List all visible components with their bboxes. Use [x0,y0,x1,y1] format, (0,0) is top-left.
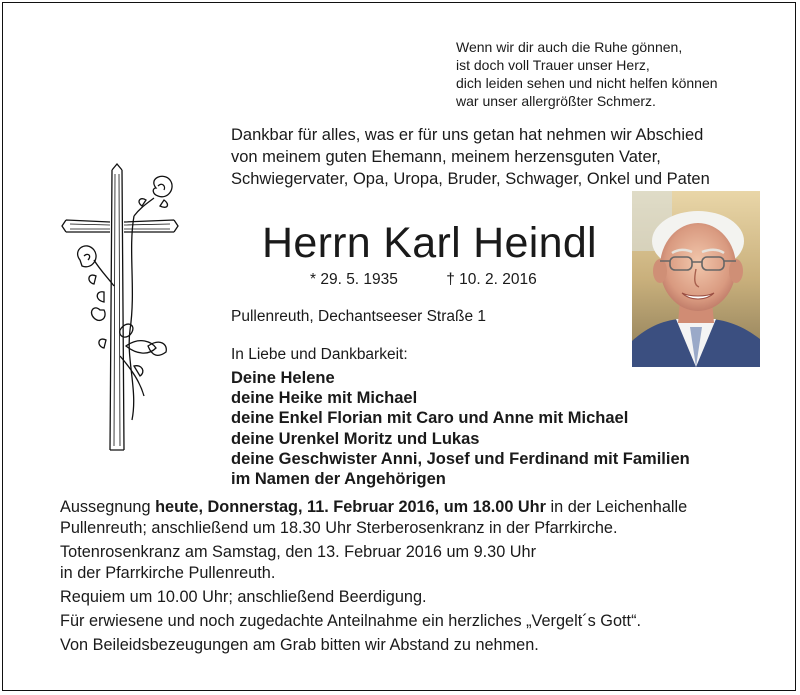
love-line: In Liebe und Dankbarkeit: [231,346,408,363]
bereaved-line: deine Urenkel Moritz und Lukas [231,429,480,448]
funeral-line-2: Pullenreuth; anschließend um 18.30 Uhr Sterberosenkranz in der Pfarrkirche. [60,519,618,537]
funeral-paragraph [60,497,790,539]
requiem-line: Requiem um 10.00 Uhr; anschließend Beerdigung. [60,588,427,606]
bereaved-line: deine Enkel Florian mit Caro und Anne mit Michael [231,409,629,428]
bereaved-line: deine Geschwister Anni, Josef und Ferdinand mit Familien [231,449,690,468]
poem-line: ist doch voll Trauer unser Herz, [456,57,650,73]
poem-line: war unser allergrößter Schmerz. [456,93,656,109]
life-dates [310,270,537,290]
deceased-name: Herrn Karl Heindl [262,219,597,267]
bereaved-line: im Namen der Angehörigen [231,470,446,489]
bereaved-line: deine Heike mit Michael [231,389,418,408]
funeral-date: heute, Donnerstag, 11. Februar 2016, um 18.00 Uhr [155,498,546,516]
rosary-paragraph [60,542,790,584]
rosary-line: Totenrosenkranz am Samstag, den 13. Februar 2016 um 9.30 Uhr [60,543,537,561]
rosary-line-2: in der Pfarrkirche Pullenreuth. [60,564,276,582]
cross-with-rose-icon [60,160,180,460]
farewell-intro [231,124,791,190]
memorial-poem [456,38,776,110]
funeral-line [60,497,790,518]
intro-line: Schwiegervater, Opa, Uropa, Bruder, Schwager, Onkel und Paten [231,170,710,188]
funeral-prefix: Aussegnung [60,498,156,516]
birth-date: * 29. 5. 1935 [310,271,398,288]
thanks-line: Für erwiesene und noch zugedachte Anteilnahme ein herzliches „Vergelt´s Gott“. [60,612,642,630]
intro-line: Dankbar für alles, was er für uns getan hat nehmen wir Abschied [231,126,704,144]
bereaved-line: Deine Helene [231,369,335,387]
service-details [60,497,790,659]
funeral-suffix: in der Leichenhalle [545,498,688,516]
intro-line: von meinem guten Ehemann, meinem herzensguten Vater, [231,148,661,166]
poem-line: Wenn wir dir auch die Ruhe gönnen, [456,39,683,55]
address: Pullenreuth, Dechantseeser Straße 1 [231,308,487,325]
poem-line: dich leiden sehen und nicht helfen können [456,75,718,91]
condolence-line: Von Beileidsbezeugungen am Grab bitten wir Abstand zu nehmen. [60,636,539,654]
bereaved-list [231,368,690,489]
death-date: † 10. 2. 2016 [446,271,537,288]
portrait-photo [632,191,760,367]
